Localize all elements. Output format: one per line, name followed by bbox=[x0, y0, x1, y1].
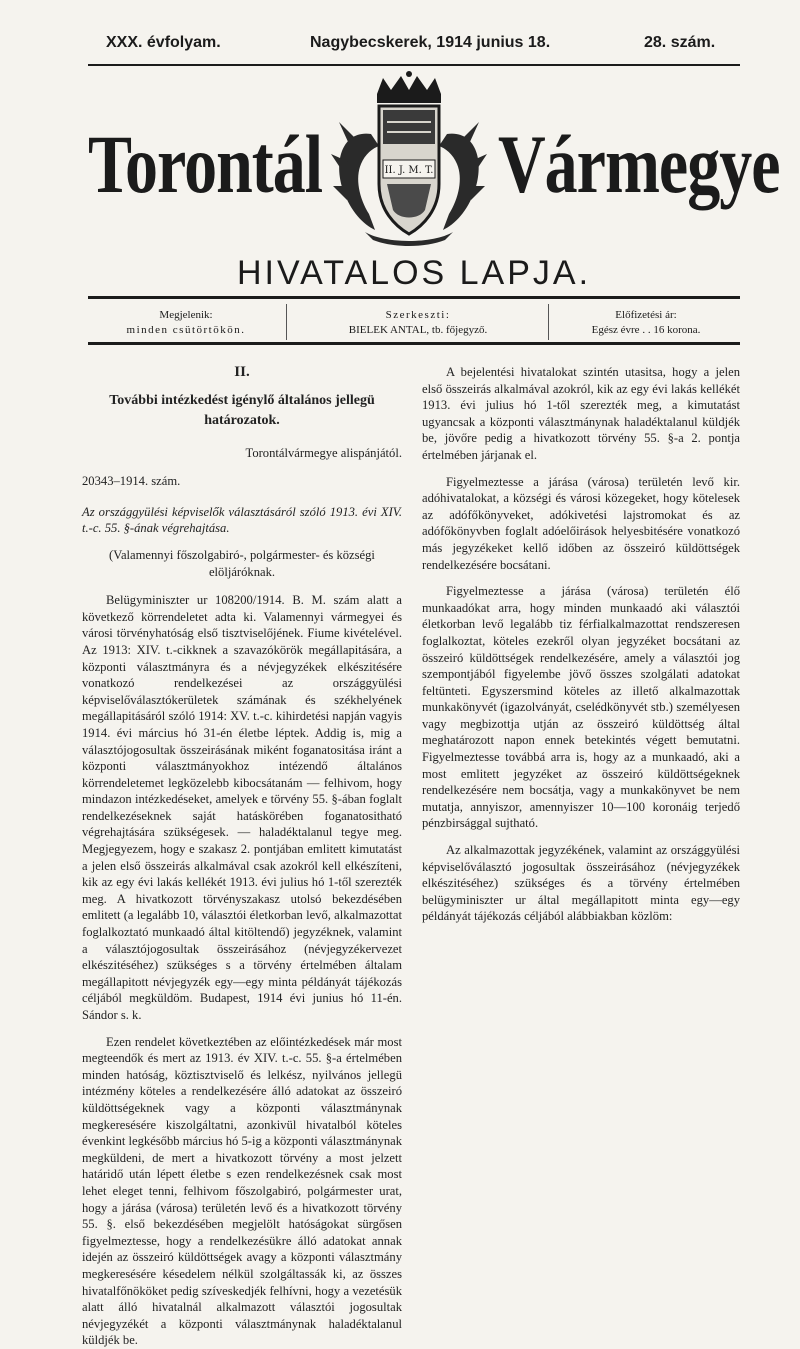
article-left-column bbox=[82, 364, 403, 1348]
header-rule bbox=[88, 64, 740, 66]
article-addressees: (Valamennyi főszolgabiró-, polgármester- és községi elöljáróknak. bbox=[109, 547, 375, 579]
publication-value: minden csütörtökön. bbox=[126, 324, 246, 336]
info-top-rule bbox=[88, 296, 740, 299]
publication-label: Megjelenik: bbox=[159, 309, 213, 321]
publication-info bbox=[88, 308, 284, 338]
crown-icon bbox=[377, 71, 441, 103]
info-bottom-rule bbox=[88, 342, 740, 345]
article-paragraph: A bejelentési hivatalokat szintén utasitsa, hogy a jelen első összeirás alkalmával azokról, kik az egy évi lakás kellékét 1913. évi julius hó 1-től szerezték meg, a kimutatást ugyancsak a központi választmánynak haladéktalanul küldjék be, jövőre pedig a hivatkozott törvény 55. §-a 2. pontja értelmében járjanak el. bbox=[422, 365, 740, 462]
article-source: Torontálvármegye alispánjától. bbox=[245, 445, 402, 460]
masthead-subtitle: HIVATALOS LAPJA. bbox=[236, 254, 592, 292]
crest-inscription: II. J. M. T. bbox=[384, 165, 434, 176]
editor-label: Szerkeszti: bbox=[385, 309, 451, 321]
article-heading: További intézkedést igénylő általános jellegü határozatok. bbox=[109, 392, 375, 428]
section-number: II. bbox=[234, 364, 250, 380]
volume-label: XXX. évfolyam. bbox=[106, 34, 221, 51]
article-subject: Az országgyülési képviselők választásáról szóló 1913. évi XIV. t.-c. 55. §-ának végrehajtása. bbox=[82, 504, 402, 536]
article-paragraph: Figyelmeztesse a járása (városa) területén élő munkaadókat arra, hogy minden munkaadó aki választói életkorban levő legalább tiz férfialkalmazottat rendszeresen foglalkoztat, köteles ezekről olyan jegyzéket bocsátani az összeiró küldöttségek rendelkezésére, amely a választói jog szempontjából figyelembe jövő összes szolgálati adatokat feltünteti. Egyszersmind köteles az illető alkalmazottak munkakönyvét (igazolványát, cselédkönyvét stb.) személyesen vagy megbizottja utján az összeiró küldöttség által meghatározott napon ennek betekintés végett bemutatni. Figyelmeztesse továbbá arra is, hogy az a munkaadó, aki a most emlitett jegyzéket az összeiró küldöttségeknek rendelkezésére nem bocsátja, vagy a munkakönyvet be nem mutatja, annyiszor, amennyiszer 10—100 koronáig terjedő pénzbirsággal sujtható. bbox=[422, 584, 740, 831]
issue-header bbox=[88, 34, 740, 60]
editor-info bbox=[290, 308, 546, 338]
right-griffin-supporter bbox=[439, 134, 479, 230]
article-paragraph: Figyelmeztesse a járása (városa) területén levő kir. adóhivatalokat, a községi és városi közegeket, hogy kötelesek az adófőkönyveket, adókivetési lajstromokat és az adófőkönyvben foglalt adóelőirások helyesbitésére vonatkozó más jegyzékeket kellő időben az összeiró küldöttségek rendelkezésére bocsátani. bbox=[422, 474, 740, 572]
masthead-title-left: Torontál bbox=[88, 119, 323, 211]
issue-number: 28. szám. bbox=[644, 34, 716, 51]
subscription-label: Előfizetési ár: bbox=[615, 309, 677, 321]
info-divider bbox=[548, 304, 549, 340]
document-number: 20343–1914. szám. bbox=[82, 474, 181, 489]
coat-of-arms-emblem bbox=[325, 74, 493, 246]
left-griffin-supporter bbox=[339, 134, 379, 230]
subscription-info bbox=[552, 308, 740, 338]
masthead-title-right: Vármegye bbox=[498, 119, 780, 211]
article-paragraph: Belügyminiszter ur 108200/1914. B. M. szám alatt a következő körrendeletet adta ki. Valamennyi vármegyei és városi törvényhatóság első tisztviselőjének. Fiume kivételével. Az 1913: XIV. t.-cikknek a szavazókörök megállapitására, a központi választmányra és a névjegyzékek elkészitésére vonatkozó rendelkezései az országgyülési képviselőválasztókerületek számának és székhelyének megállapitásáról szóló 1914: XV. t.-c. kihirdetési napján vagyis 1914. évi március hó 31-én életbe léptek. Addig is, mig a választójogosultak összeirásának miként foganatositása iránt a központi választmányokhoz intézendő általános körrendeletemet legközelebb kibocsátanám — felhivom, hogy mindazon intézkedéseket, amelyek e törvény 55. §-ában foglalt rendelkezéseknek saját hatáskörében foganatositható végrehajtására szükségesek. — haladéktalanul tegye meg. Megjegyezem, hogy e szakasz 2. pontjában emlitett kimutatást a jelen első összeirás alkalmával csak azokról kell elkészíteni, kik az egy évi lakás kellékét 1913. évi julius hó 1-től szerezték meg. A hivatkozott törvényszakasz utolsó bekezdésében emlitett (a legalább 10, választói életkorban levő, alkalmazottat foglalkoztató munkaadó által kitöltendő) jegyzéknek, valamint a választójogosultak összeirásához (névjegyzékervezet elkészitéséhez) szükséges s a törvény értelmében általam megállapitott névjegyzék egy—egy minta példányát tájékozás céljából megküldöm. Budapest, 1914 évi junius hó 11-én. Sándor s. k. bbox=[82, 593, 402, 1022]
info-divider bbox=[286, 304, 287, 340]
subscription-value: Egész évre . . 16 korona. bbox=[591, 324, 701, 336]
editor-value: BIELEK ANTAL, tb. főjegyző. bbox=[348, 324, 488, 336]
article-paragraph: Az alkalmazottak jegyzékének, valamint az országgyülési képviselőválasztó jogosultak összeirásához (névjegyzékek elkészitéséhez) szükséges és a törvény értelmében belügyminiszter ur által megállapitott minta egy—egy példányát tájékozás céljából alábbiakban közlöm: bbox=[422, 843, 740, 924]
place-date: Nagybecskerek, 1914 junius 18. bbox=[310, 34, 551, 51]
article-paragraph: Ezen rendelet következtében az előintézkedések már most megteendők és mert az 1913. év XIV. t.-c. 55. §-a értelmében minden hatóság, köztisztviselő és lelkész, nyilvános jellegü intézmény köteles a rendelkezésére álló adatokat az összeiró küldöttségeknek vagy a központi választmánynak megkeresésére kiszolgáltatni, azonkivül hivatalból köteles évenkint legkésőbb március hó 5-ig a központi választmánynak megküldeni, de mert a hivatkozott törvény a most jelzett határidő után lépett életbe s ezen rendelkezésnek csak most lehet eleget tenni, felhivom főszolgabiró, polgármester urat, hogy a járása (városa) területén levő és a hivatkozott törvény 55. §. első bekezdésében megjelölt hatóságokat sürgősen figyelmeztesse, hogy a rendelkezésükre álló adatokat annak idején az összeiró küldöttségek avagy a központi választmány megkeresésére késedelem nélkül szolgáltassák ki, az összes hivatalfőnököket pedig szíveskedjék felhívni, hogy a vezetésük alatt álló hivatalnál alkalmazott választói jogosultak névjegyzékét a központi választmánynak haladéktalanul küldjék be. bbox=[82, 1034, 403, 1348]
article-right-column bbox=[422, 364, 740, 925]
